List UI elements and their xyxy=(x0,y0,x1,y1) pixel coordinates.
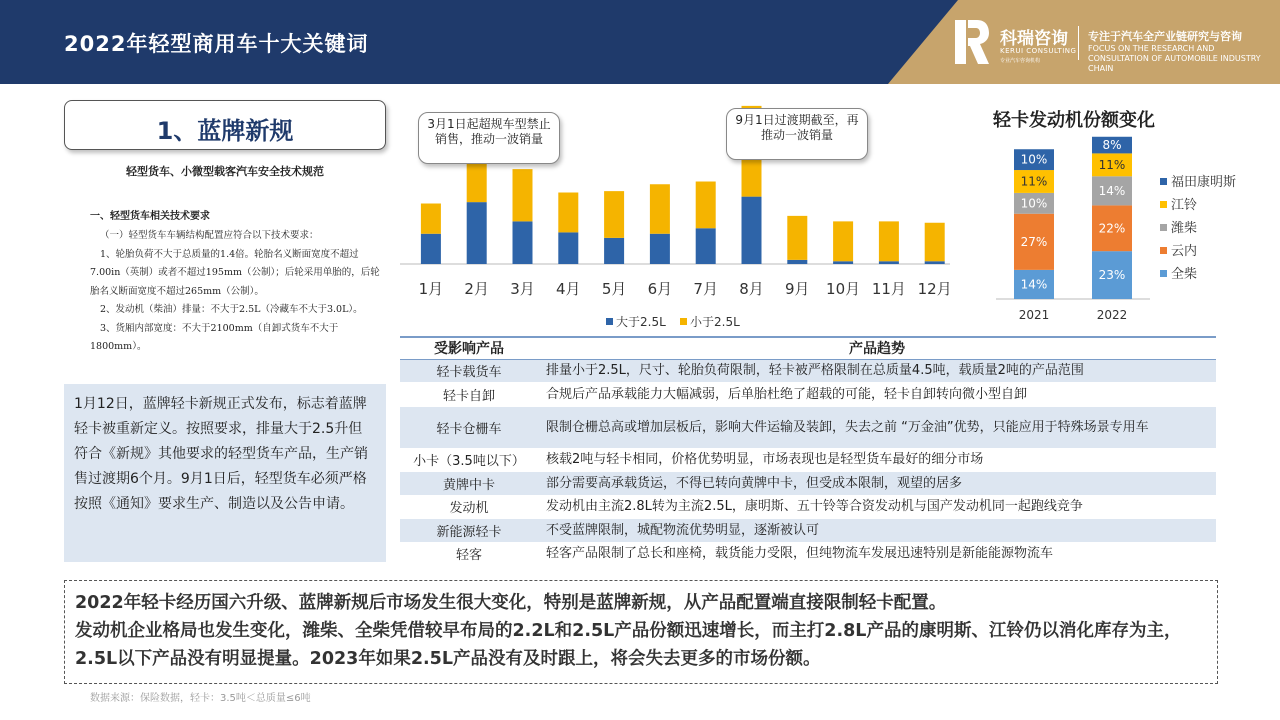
share-data-label: 22% xyxy=(1098,221,1126,236)
share-data-label: 10% xyxy=(1020,196,1048,211)
regulation-subhead: 一、轻型货车相关技术要求 xyxy=(90,211,210,222)
cell-product: 轻卡载货车 xyxy=(400,359,538,383)
legend-swatch xyxy=(606,318,613,325)
data-source-note: 数据来源：保险数据，轻卡：3.5吨＜总质量≤6吨 xyxy=(90,693,311,704)
share-data-label: 23% xyxy=(1098,268,1126,283)
x-tick-label: 11月 xyxy=(871,280,906,298)
logo-name-cn: 科瑞咨询 xyxy=(1000,29,1068,49)
x-tick-label: 2021 xyxy=(1018,308,1050,322)
bar-small-engine xyxy=(879,221,899,261)
table-row xyxy=(400,495,1216,519)
bar-large-engine xyxy=(558,232,578,264)
x-tick-label: 5月 xyxy=(601,280,627,298)
section-title-box xyxy=(64,100,386,150)
bar-large-engine xyxy=(787,260,807,264)
legend-swatch xyxy=(1160,201,1167,208)
table-row xyxy=(400,359,1216,383)
cell-product: 轻卡自卸 xyxy=(400,383,538,407)
share-data-label: 11% xyxy=(1098,157,1126,172)
x-tick-label: 10月 xyxy=(826,280,861,298)
bar-large-engine xyxy=(925,261,945,264)
regulation-line: 3、货厢内部宽度：不大于2100mm（自卸式货车不大于1800mm）。 xyxy=(90,322,339,352)
summary-box xyxy=(64,580,1218,684)
logo-divider xyxy=(1078,26,1079,60)
legend-label: 全柴 xyxy=(1171,267,1198,282)
bar-small-engine xyxy=(833,221,853,261)
share-data-label: 14% xyxy=(1098,183,1126,198)
x-tick-label: 4月 xyxy=(556,280,581,298)
share-data-label: 10% xyxy=(1020,152,1048,167)
x-tick-label: 12月 xyxy=(917,280,952,298)
section-title: 1、蓝牌新规 xyxy=(156,117,294,145)
cell-trend: 部分需要高承载货运，不得已转向黄牌中卡，但受成本限制，观望的居多 xyxy=(538,472,1216,496)
cell-trend: 排量小于2.5L，尺寸、轮胎负荷限制，轻卡被严格限制在总质量4.5吨，载质量2吨的产品范围 xyxy=(538,359,1216,383)
x-tick-label: 3月 xyxy=(510,280,535,298)
cell-product: 黄牌中卡 xyxy=(400,472,538,496)
regulation-body xyxy=(90,227,386,357)
x-tick-label: 6月 xyxy=(647,280,673,298)
table-header-row xyxy=(400,337,1216,359)
kerui-logo-icon xyxy=(955,20,989,64)
table-row xyxy=(400,542,1216,566)
table-header-product: 受影响产品 xyxy=(400,337,538,359)
cell-trend: 轻客产品限制了总长和座椅，载货能力受限，但纯物流车发展迅速特别是新能能源物流车 xyxy=(538,542,1216,566)
share-data-label: 11% xyxy=(1020,174,1048,189)
x-tick-label: 7月 xyxy=(693,280,718,298)
cell-trend: 核载2吨与轻卡相同，价格优势明显，市场表现也是轻型货车最好的细分市场 xyxy=(538,448,1216,472)
x-tick-label: 2月 xyxy=(464,280,489,298)
regulation-line: 2、发动机（柴油）排量：不大于2.5L（冷藏车不大于3.0L）。 xyxy=(100,304,363,315)
cell-trend: 限制仓栅总高或增加层板后，影响大件运输及装卸，失去之前 “万金油”优势，只能应用于特殊场景专用车 xyxy=(538,406,1216,448)
cell-trend: 合规后产品承载能力大幅减弱，后单胎杜绝了超载的可能，轻卡自卸转向微小型自卸 xyxy=(538,383,1216,407)
cell-trend: 发动机由主流2.8L转为主流2.5L，康明斯、五十铃等合资发动机与国产发动机同一起跑线竞争 xyxy=(538,495,1216,519)
bar-small-engine xyxy=(650,184,670,234)
table-row xyxy=(400,519,1216,543)
summary-line-1: 2022年轻卡经历国六升级、蓝牌新规后市场发生很大变化，特别是蓝牌新规，从产品配置端直接限制轻卡配置。 xyxy=(75,593,947,613)
table-header-trend: 产品趋势 xyxy=(538,337,1216,359)
x-tick-label: 8月 xyxy=(739,280,764,298)
bar-small-engine xyxy=(558,193,578,233)
note-box xyxy=(64,384,386,562)
regulation-line: （一）轻型货车车辆结构配置应符合以下技术要求： xyxy=(100,230,319,241)
legend-label: 云内 xyxy=(1171,244,1198,259)
regulation-line: 1、轮胎负荷不大于总质量的1.4倍。轮胎名义断面宽度不超过7.00in（英制）或者不超过195mm（公制）；后轮采用单胎的，后轮胎名义断面宽度不超过265mm（公制）。 xyxy=(90,248,380,297)
x-tick-label: 2022 xyxy=(1096,308,1128,322)
legend-label: 福田康明斯 xyxy=(1171,175,1237,190)
bar-small-engine xyxy=(787,216,807,260)
share-data-label: 8% xyxy=(1102,138,1122,153)
x-tick-label: 9月 xyxy=(785,280,810,298)
note-text: 1月12日，蓝牌轻卡新规正式发布，标志着蓝牌轻卡被重新定义。按照要求，排量大于2.5升但符合《新规》其他要求的轻型货车产品，生产销售过渡期6个月。9月1日后，轻型货车必须严格按照《通知》要求生产、制造以及公告申请。 xyxy=(74,396,368,512)
regulation-title: 轻型货车、小微型载客汽车安全技术规范 xyxy=(126,165,324,178)
logo-subtitle: 专业汽车咨询机构 xyxy=(1000,58,1041,64)
bar-large-engine xyxy=(696,228,716,264)
summary-line-2: 发动机企业格局也发生变化，潍柴、全柴凭借较早布局的2.2L和2.5L产品份额迅速增长，而主打2.8L产品的康明斯、江铃仍以消化库存为主，2.5L以下产品没有明显提量。2023年如果2.5L产品没有及时跟上，将会失去更多的市场份额。 xyxy=(75,621,1182,669)
chart-title: 轻卡发动机份额变化 xyxy=(993,110,1155,131)
share-data-label: 27% xyxy=(1020,234,1048,249)
cell-product: 发动机 xyxy=(400,495,538,519)
impact-table xyxy=(400,336,1216,566)
bar-large-engine xyxy=(604,238,624,264)
tagline-cn: 专注于汽车全产业链研究与咨询 xyxy=(1088,30,1242,43)
logo-name-en: KERUI CONSULTING xyxy=(1000,47,1077,55)
legend-label: 潍柴 xyxy=(1171,221,1198,236)
bar-large-engine xyxy=(467,202,487,264)
legend-swatch xyxy=(1160,178,1167,185)
cell-product: 轻客 xyxy=(400,542,538,566)
bar-large-engine xyxy=(650,234,670,264)
bar-large-engine xyxy=(879,261,899,264)
table-row xyxy=(400,383,1216,407)
bar-small-engine xyxy=(421,204,441,234)
share-data-label: 14% xyxy=(1020,277,1048,292)
legend-label: 江铃 xyxy=(1171,198,1198,213)
bar-small-engine xyxy=(696,182,716,229)
table-row xyxy=(400,448,1216,472)
legend-label: 大于2.5L xyxy=(616,315,666,329)
x-tick-label: 1月 xyxy=(418,280,444,298)
bar-large-engine xyxy=(833,261,853,264)
legend-swatch xyxy=(680,318,687,325)
table-row xyxy=(400,472,1216,496)
page-title: 2022年轻型商用车十大关键词 xyxy=(64,32,369,56)
legend-label: 小于2.5L xyxy=(690,315,740,329)
cell-product: 小卡（3.5吨以下） xyxy=(400,448,538,472)
legend-swatch xyxy=(1160,224,1167,231)
callout-september: 9月1日过渡期截至，再推动一波销量 xyxy=(726,108,868,160)
bar-small-engine xyxy=(604,191,624,238)
bar-small-engine xyxy=(925,223,945,262)
bar-large-engine xyxy=(513,221,533,264)
cell-product: 轻卡仓栅车 xyxy=(400,406,538,448)
table-row xyxy=(400,406,1216,448)
bar-small-engine xyxy=(513,169,533,221)
legend-swatch xyxy=(1160,270,1167,277)
bar-large-engine xyxy=(742,197,762,264)
tagline-en: FOCUS ON THE RESEARCH AND CONSULTATION OF AUTOMOBILE INDUSTRY CHAIN xyxy=(1088,44,1261,73)
legend-swatch xyxy=(1160,247,1167,254)
cell-trend: 不受蓝牌限制，城配物流优势明显，逐渐被认可 xyxy=(538,519,1216,543)
bar-large-engine xyxy=(421,234,441,264)
cell-product: 新能源轻卡 xyxy=(400,519,538,543)
callout-march: 3月1日起超规车型禁止销售，推动一波销量 xyxy=(418,112,560,164)
engine-share-chart xyxy=(970,100,1276,332)
